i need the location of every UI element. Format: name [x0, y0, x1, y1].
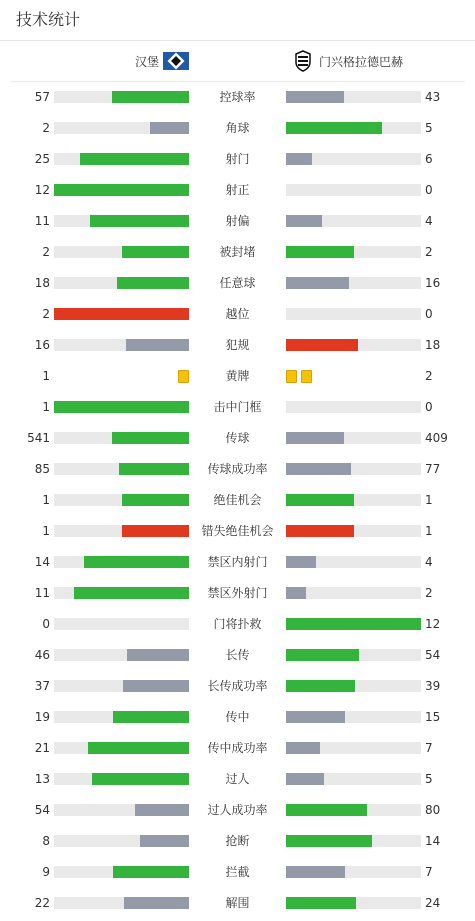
- away-value: 1: [425, 493, 433, 507]
- away-value: 5: [425, 121, 433, 135]
- away-value: 2: [425, 369, 433, 383]
- home-value: 22: [34, 896, 50, 910]
- home-team-name: 汉堡: [134, 54, 159, 69]
- away-bar-track: [286, 742, 421, 754]
- away-bar-fill: [286, 649, 359, 661]
- home-bar-track: [54, 308, 189, 320]
- home-bar-fill: [54, 308, 189, 320]
- away-bar-fill: [286, 525, 354, 537]
- gladbach-logo-icon: [295, 50, 311, 72]
- home-bar-track: [54, 897, 189, 909]
- stat-label: 越位: [225, 307, 250, 321]
- away-bar-track: [286, 246, 421, 258]
- away-cards: [286, 370, 312, 383]
- stat-label: 角球: [225, 121, 250, 135]
- away-value: 0: [425, 307, 433, 321]
- away-bar-fill: [286, 339, 358, 351]
- home-value: 37: [34, 679, 50, 693]
- away-bar-track: [286, 897, 421, 909]
- home-value: 13: [34, 772, 50, 786]
- away-bar-track: [286, 866, 421, 878]
- away-bar-fill: [286, 618, 421, 630]
- stat-label: 传中成功率: [207, 741, 268, 755]
- home-value: 12: [34, 183, 50, 197]
- stat-row: [0, 208, 475, 239]
- home-bar-fill: [90, 215, 189, 227]
- away-bar-track: [286, 835, 421, 847]
- stat-label: 射正: [225, 183, 250, 197]
- home-bar-fill: [123, 680, 189, 692]
- away-value: 24: [425, 896, 441, 910]
- home-team[interactable]: [135, 41, 189, 81]
- home-value: 541: [27, 431, 50, 445]
- away-bar-fill: [286, 215, 322, 227]
- away-bar-fill: [286, 804, 367, 816]
- home-value: 25: [34, 152, 50, 166]
- home-value: 85: [34, 462, 50, 476]
- away-value: 409: [425, 431, 448, 445]
- away-value: 0: [425, 400, 433, 414]
- away-bar-track: [286, 649, 421, 661]
- away-value: 7: [425, 741, 433, 755]
- home-bar-track: [54, 649, 189, 661]
- page-title: 技术统计: [16, 10, 81, 29]
- home-bar-track: [54, 773, 189, 785]
- away-bar-track: [286, 401, 421, 413]
- home-bar-track: [54, 835, 189, 847]
- away-bar-track: [286, 153, 421, 165]
- away-bar-track: [286, 91, 421, 103]
- away-bar-fill: [286, 556, 316, 568]
- home-value: 1: [42, 524, 50, 538]
- stat-row: [0, 797, 475, 828]
- away-bar-track: [286, 804, 421, 816]
- stat-label: 被封堵: [219, 245, 256, 259]
- away-value: 43: [425, 90, 441, 104]
- away-bar-track: [286, 494, 421, 506]
- home-bar-fill: [117, 277, 189, 289]
- home-bar-fill: [88, 742, 189, 754]
- home-bar-track: [54, 525, 189, 537]
- home-bar-fill: [54, 401, 189, 413]
- home-value: 1: [42, 400, 50, 414]
- home-bar-fill: [74, 587, 189, 599]
- home-value: 19: [34, 710, 50, 724]
- home-value: 18: [34, 276, 50, 290]
- away-bar-track: [286, 277, 421, 289]
- home-bar-fill: [122, 246, 190, 258]
- home-bar-track: [54, 215, 189, 227]
- away-bar-track: [286, 587, 421, 599]
- away-team[interactable]: [295, 41, 403, 81]
- home-value: 11: [34, 586, 50, 600]
- home-value: 1: [42, 369, 50, 383]
- home-bar-track: [54, 742, 189, 754]
- home-bar-fill: [126, 339, 189, 351]
- home-value: 2: [42, 307, 50, 321]
- stat-row: [0, 270, 475, 301]
- away-bar-fill: [286, 91, 344, 103]
- away-bar-track: [286, 184, 421, 196]
- away-bar-track: [286, 525, 421, 537]
- home-bar-track: [54, 587, 189, 599]
- home-bar-track: [54, 432, 189, 444]
- home-value: 2: [42, 245, 50, 259]
- away-value: 4: [425, 214, 433, 228]
- stat-label: 控球率: [219, 90, 256, 104]
- stat-label: 射门: [225, 152, 250, 166]
- away-value: 77: [425, 462, 441, 476]
- home-bar-track: [54, 556, 189, 568]
- home-bar-fill: [113, 711, 189, 723]
- away-bar-track: [286, 432, 421, 444]
- home-bar-track: [54, 153, 189, 165]
- away-bar-fill: [286, 277, 349, 289]
- home-value: 54: [34, 803, 50, 817]
- away-bar-track: [286, 215, 421, 227]
- away-value: 2: [425, 245, 433, 259]
- stat-label: 抢断: [225, 834, 250, 848]
- stat-label: 错失绝佳机会: [201, 524, 274, 538]
- home-bar-track: [54, 711, 189, 723]
- stat-row: [0, 673, 475, 704]
- home-bar-fill: [124, 897, 189, 909]
- stat-label: 传球: [225, 431, 250, 445]
- stat-row: [0, 115, 475, 146]
- away-bar-fill: [286, 463, 351, 475]
- away-value: 7: [425, 865, 433, 879]
- away-bar-track: [286, 463, 421, 475]
- home-bar-track: [54, 91, 189, 103]
- stat-row: [0, 177, 475, 208]
- stat-row: [0, 580, 475, 611]
- stat-label: 黄牌: [225, 369, 250, 383]
- away-bar-track: [286, 339, 421, 351]
- away-value: 2: [425, 586, 433, 600]
- away-bar-fill: [286, 246, 354, 258]
- home-value: 9: [42, 865, 50, 879]
- away-bar-fill: [286, 122, 382, 134]
- stat-row: [0, 487, 475, 518]
- away-bar-fill: [286, 680, 355, 692]
- home-bar-track: [54, 680, 189, 692]
- away-bar-track: [286, 308, 421, 320]
- home-bar-fill: [122, 525, 190, 537]
- away-value: 6: [425, 152, 433, 166]
- stat-label: 门将扑救: [213, 617, 262, 631]
- stat-row: [0, 332, 475, 363]
- stat-row: [0, 84, 475, 115]
- stat-label: 传中: [225, 710, 250, 724]
- stat-label: 过人: [225, 772, 250, 786]
- hamburg-logo-icon: [163, 52, 189, 70]
- stat-row: [0, 704, 475, 735]
- away-bar-track: [286, 556, 421, 568]
- stat-row: [0, 735, 475, 766]
- away-value: 15: [425, 710, 441, 724]
- stat-label: 长传: [225, 648, 250, 662]
- away-team-name: 门兴格拉德巴赫: [319, 54, 404, 69]
- away-bar-track: [286, 773, 421, 785]
- away-bar-fill: [286, 587, 306, 599]
- stat-row: [0, 766, 475, 797]
- divider: [10, 81, 465, 82]
- stat-label: 过人成功率: [207, 803, 268, 817]
- home-value: 1: [42, 493, 50, 507]
- home-bar-fill: [122, 494, 190, 506]
- stat-label: 任意球: [219, 276, 256, 290]
- home-value: 16: [34, 338, 50, 352]
- away-bar-fill: [286, 897, 356, 909]
- away-bar-fill: [286, 153, 312, 165]
- stat-row: [0, 239, 475, 270]
- home-value: 8: [42, 834, 50, 848]
- away-bar-fill: [286, 866, 345, 878]
- away-value: 16: [425, 276, 441, 290]
- stat-label: 长传成功率: [207, 679, 268, 693]
- home-bar-fill: [84, 556, 189, 568]
- away-value: 1: [425, 524, 433, 538]
- home-bar-fill: [140, 835, 189, 847]
- home-bar-fill: [150, 122, 189, 134]
- home-bar-track: [54, 122, 189, 134]
- stat-label: 解围: [225, 896, 250, 910]
- home-bar-fill: [113, 866, 189, 878]
- stat-label: 击中门框: [213, 400, 262, 414]
- yellow-card-icon: [178, 370, 189, 383]
- home-bar-fill: [80, 153, 189, 165]
- home-value: 14: [34, 555, 50, 569]
- stat-row: [0, 642, 475, 673]
- home-bar-fill: [112, 432, 189, 444]
- stat-row: [0, 363, 475, 394]
- away-value: 14: [425, 834, 441, 848]
- home-bar-fill: [92, 773, 189, 785]
- stat-row: [0, 859, 475, 890]
- home-bar-track: [54, 463, 189, 475]
- away-bar-fill: [286, 432, 344, 444]
- stat-row: [0, 611, 475, 642]
- home-bar-track: [54, 184, 189, 196]
- home-bar-track: [54, 339, 189, 351]
- away-bar-fill: [286, 773, 324, 785]
- stat-row: [0, 146, 475, 177]
- home-bar-fill: [135, 804, 189, 816]
- away-bar-fill: [286, 835, 372, 847]
- stat-row: [0, 394, 475, 425]
- stat-row: [0, 301, 475, 332]
- away-bar-track: [286, 711, 421, 723]
- home-bar-fill: [127, 649, 189, 661]
- home-bar-fill: [112, 91, 189, 103]
- yellow-card-icon: [301, 370, 312, 383]
- away-value: 54: [425, 648, 441, 662]
- home-value: 0: [42, 617, 50, 631]
- away-value: 4: [425, 555, 433, 569]
- stat-row: [0, 425, 475, 456]
- stat-row: [0, 890, 475, 921]
- home-bar-track: [54, 401, 189, 413]
- away-value: 39: [425, 679, 441, 693]
- stat-row: [0, 456, 475, 487]
- home-bar-track: [54, 494, 189, 506]
- home-bar-fill: [119, 463, 189, 475]
- stat-label: 射偏: [225, 214, 250, 228]
- away-bar-fill: [286, 711, 345, 723]
- home-bar-track: [54, 246, 189, 258]
- stat-label: 犯规: [225, 338, 250, 352]
- home-value: 46: [34, 648, 50, 662]
- away-value: 12: [425, 617, 441, 631]
- stats-list: [0, 84, 475, 921]
- stat-label: 禁区内射门: [207, 555, 268, 569]
- away-value: 5: [425, 772, 433, 786]
- yellow-card-icon: [286, 370, 297, 383]
- team-header: [0, 41, 475, 81]
- home-cards: [178, 370, 189, 383]
- away-bar-track: [286, 680, 421, 692]
- home-bar-track: [54, 804, 189, 816]
- home-value: 57: [34, 90, 50, 104]
- away-bar-fill: [286, 742, 320, 754]
- stat-label: 拦截: [225, 865, 250, 879]
- stat-label: 绝佳机会: [213, 493, 262, 507]
- home-value: 21: [34, 741, 50, 755]
- home-bar-track: [54, 618, 189, 630]
- home-bar-fill: [54, 184, 189, 196]
- away-bar-fill: [286, 494, 354, 506]
- home-bar-track: [54, 277, 189, 289]
- away-bar-track: [286, 618, 421, 630]
- stat-row: [0, 549, 475, 580]
- stat-label: 传球成功率: [207, 462, 268, 476]
- home-value: 2: [42, 121, 50, 135]
- stat-row: [0, 518, 475, 549]
- away-value: 0: [425, 183, 433, 197]
- stat-label: 禁区外射门: [207, 586, 268, 600]
- away-value: 80: [425, 803, 441, 817]
- stat-row: [0, 828, 475, 859]
- home-value: 11: [34, 214, 50, 228]
- away-bar-track: [286, 122, 421, 134]
- away-value: 18: [425, 338, 441, 352]
- home-bar-track: [54, 866, 189, 878]
